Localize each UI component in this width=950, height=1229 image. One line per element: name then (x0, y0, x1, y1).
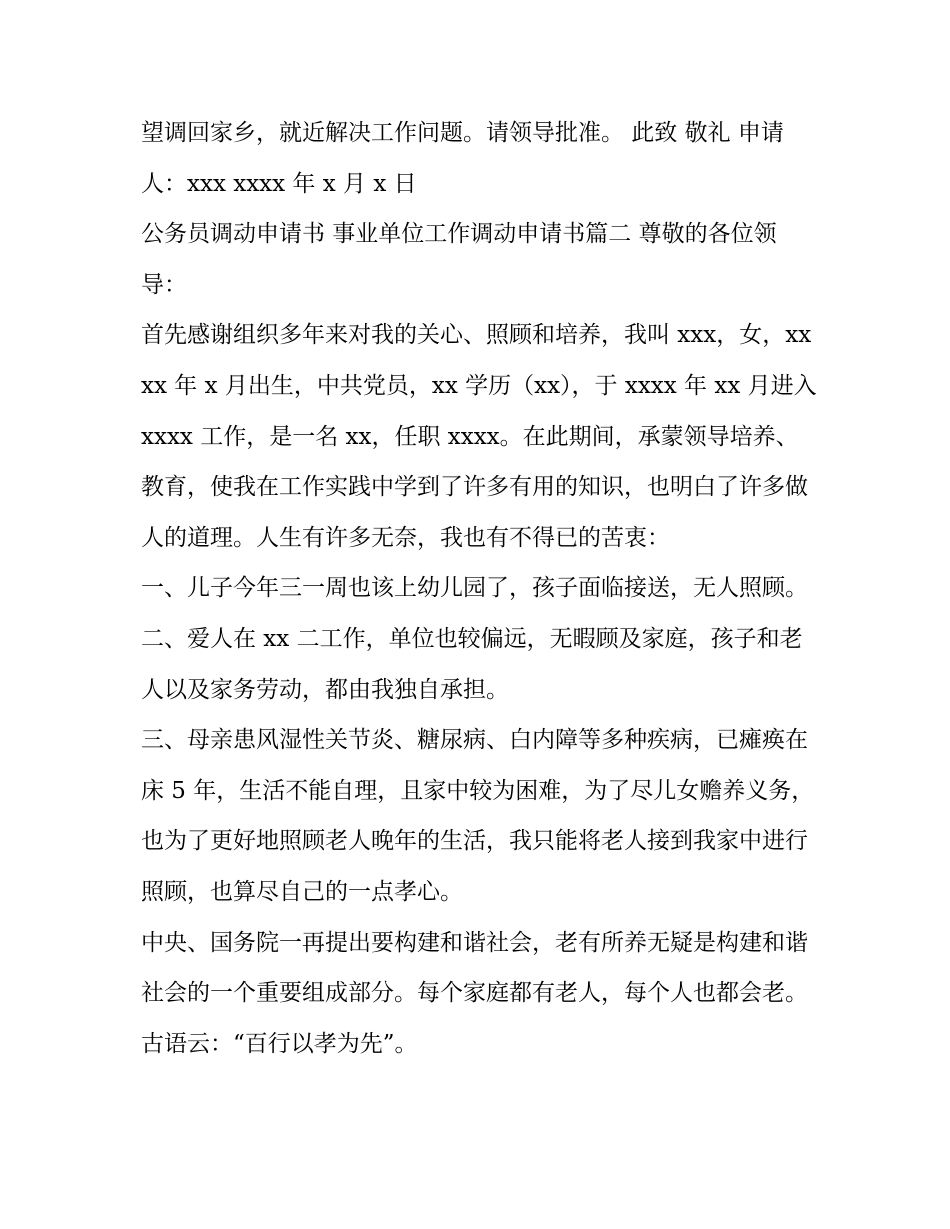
paragraph-reason-three: 三、母亲患风湿性关节炎、糖尿病、白内障等多种疾病，已瘫痪在床 5 年，生活不能自理，且家中较为困难，为了尽儿女赡养义务，也为了更好地照顾老人晚年的生活，我只能将老人接到我家中进行照顾，也算尽自己的一点孝心。 (141, 727, 815, 905)
paragraph-title-salutation: 公务员调动申请书 事业单位工作调动申请书篇二 尊敬的各位领导： (141, 221, 777, 298)
paragraph-reason-one-two: 一、儿子今年三一周也该上幼儿园了，孩子面临接送，无人照顾。 二、爱人在 xx 二工作，单位也较偏远，无暇顾及家庭，孩子和老人以及家务劳动，都由我独自承担。 (141, 575, 808, 703)
paragraph-closing-signature: 望调回家乡，就近解决工作问题。请领导批准。 此致 敬礼 申请人：xxx xxxx 年 x 月 x 日 (141, 120, 784, 197)
document-body (141, 108, 821, 1069)
paragraph-harmonious-society: 中央、国务院一再提出要构建和谐社会，老有所养无疑是构建和谐社会的一个重要组成部分。每个家庭都有老人，每个人也都会老。古语云：“百行以孝为先”。 (141, 929, 808, 1057)
paragraph-introduction: 首先感谢组织多年来对我的关心、照顾和培养，我叫 xxx，女，xxxx 年 x 月出生，中共党员，xx 学历（xx），于 xxxx 年 xx 月进入 xxxx 工作，是一名 xx，任职 xxxx。在此期间，承蒙领导培养、教育，使我在工作实践中学到了许多有用的知识，也明白了许多做人的道理。人生有许多无奈，我也有不得已的苦衷： (141, 322, 817, 551)
